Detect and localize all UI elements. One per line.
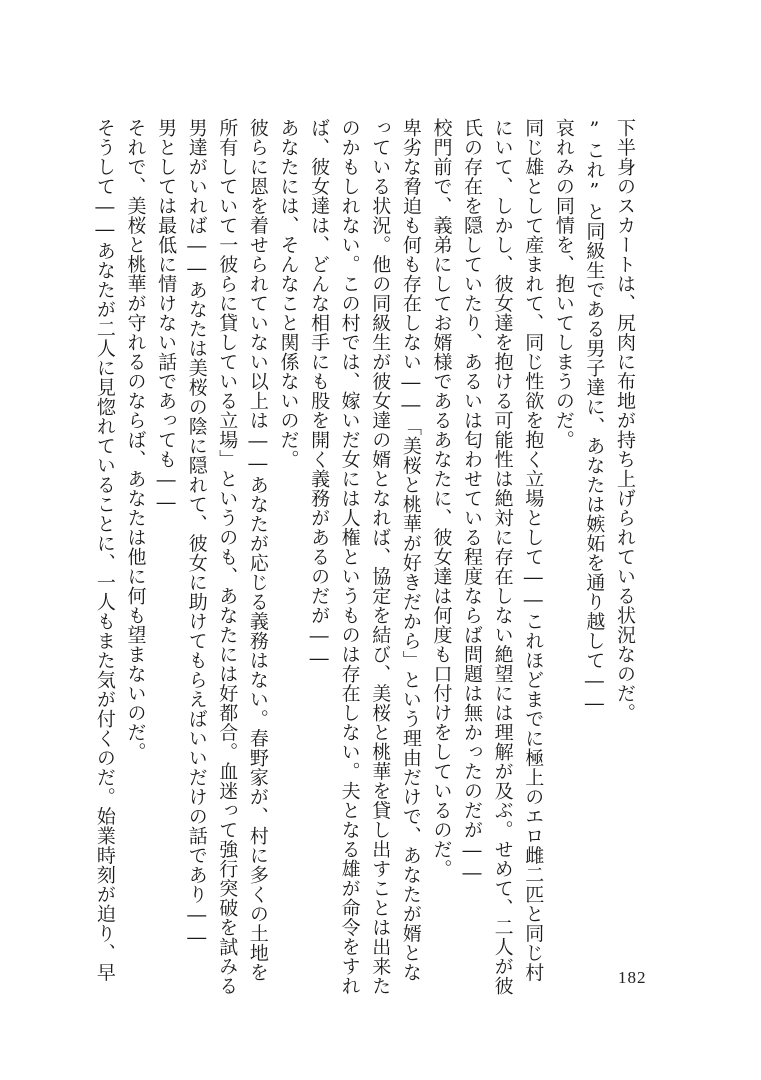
text-line: ば、彼女達は、どんな相手にも股を開く義務があるのだが―― — [308, 118, 331, 670]
text-line: 彼らに恩を着せられていない以上は――あなたが応じる義務はない。春野家が、村に多くの土地を — [246, 118, 269, 982]
text-line: それで、美桜と桃華が守れるのならば、あなたは他に何も望まないのだ。 — [124, 118, 147, 762]
text-line: 哀れみの同情を、抱いてしまうのだ。 — [552, 118, 575, 450]
text-line: のかもしれない。この村では、嫁いだ女には人権というものは存在しない。夫となる雄が命令をすれ — [338, 118, 361, 996]
text-line: 下半身のスカートは、尻肉に布地が持ち上げられている状況なのだ。 — [614, 118, 636, 723]
text-line: 所有していて一彼らに貸している立場」というのも、あなたには好都合。血迷って強行突破を試みる — [216, 118, 239, 996]
text-line: 校門前で、義弟にしてお婿様であるあなたに、彼女達は何度も口付けをしているのだ。 — [430, 118, 453, 879]
text-line: そうして――あなたが二人に見惚れていることに、一人もまた気が付くのだ。始業時刻が迫り、早 — [93, 118, 116, 982]
text-line: 卑劣な脅迫も何も存在しない――「美桜と桃華が好きだから」という理由だけで、あなたが婿とな — [399, 118, 422, 982]
text-line: っている状況。他の同級生が彼女達の婿となれば、協定を結び、美桜と桃華を貸し出すことは出来た — [369, 118, 392, 996]
text-line: 男達がいれば――あなたは美桜の陰に隠れて、彼女に助けてもらえばいいだけの話であり―― — [185, 118, 208, 949]
page-number: 182 — [618, 968, 647, 987]
text-line: 同じ雄として産まれて、同じ性欲を抱く立場として――これほどまでに極上のエロ雌二匹と同じ村 — [522, 118, 545, 982]
text-line: あなたには、そんなこと関係ないのだ。 — [277, 118, 300, 469]
text-line: ”これ”と同級生である男子達に、あなたは嫉妬を通り越して―― — [583, 118, 606, 715]
text-line: にいて、しかし、彼女達を抱ける可能性は絶対に存在しない絶望には理解が及ぶ。せめて、二人が彼 — [491, 118, 514, 996]
text-line: 氏の存在を隠していたり、あるいは匂わせている程度ならば問題は無かったのだが―― — [461, 118, 484, 885]
text-line: 男としては最低に情けない話であっても―― — [155, 118, 178, 514]
